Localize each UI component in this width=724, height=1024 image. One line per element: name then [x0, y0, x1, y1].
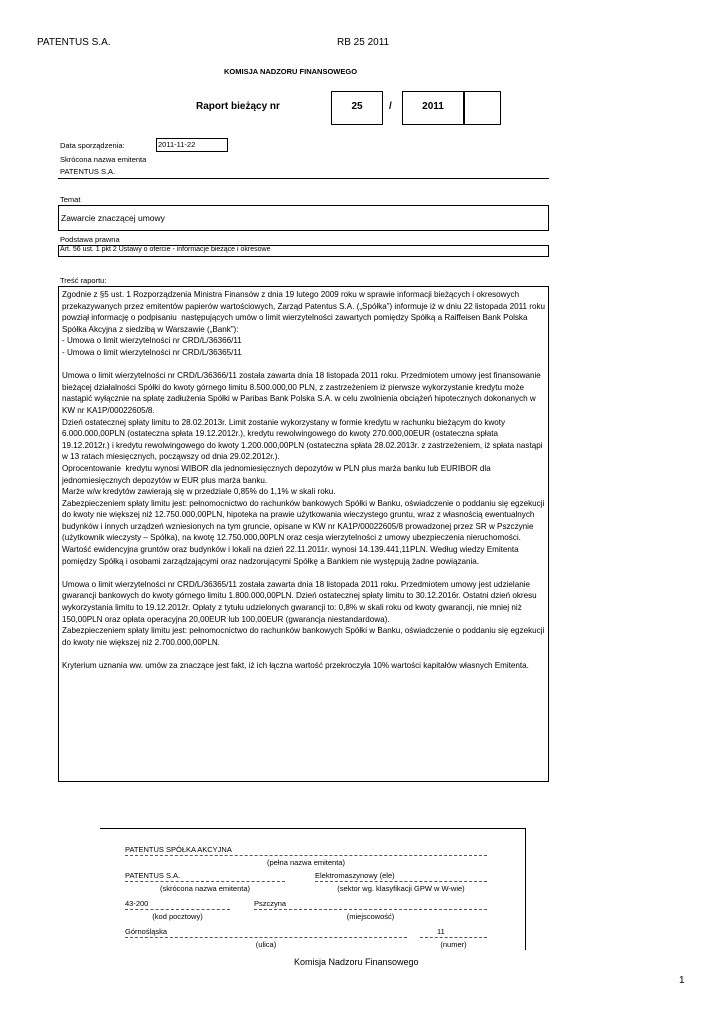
dotted-line: [125, 881, 285, 882]
subject-value: Zawarcie znaczącej umowy: [61, 213, 165, 223]
issuer-right-line: [525, 828, 526, 950]
issuer-top-line: [100, 828, 526, 829]
issuer-short-name-label: (skrócona nazwa emitenta): [159, 884, 251, 893]
content-paragraph: Kryterium uznania ww. umów za znaczące jest fakt, iż ich łączna wartość przekroczyła 10% wartości kapitałów własnych Emitenta.: [62, 661, 529, 670]
report-title: Raport bieżący nr: [196, 101, 280, 112]
issuer-street-label: (ulica): [255, 940, 277, 949]
meta-divider: [58, 178, 549, 179]
report-content: [58, 286, 549, 782]
dotted-line: [125, 855, 487, 856]
issuer-number: 11: [437, 927, 445, 936]
issuer-full-name: PATENTUS SPÓŁKA AKCYJNA: [125, 845, 232, 854]
short-name-value: PATENTUS S.A.: [60, 167, 116, 176]
issuer-city: Pszczyna: [254, 899, 287, 908]
issuer-sector: Elektromaszynowy (ele): [315, 871, 395, 880]
issuer-street: Górnośląska: [125, 927, 168, 936]
report-extra-box: [464, 91, 501, 125]
issuer-number-label: (numer): [440, 940, 467, 949]
content-paragraph: Umowa o limit wierzytelności nr CRD/L/36365/11 została zawarta dnia 18 listopada 2011 roku. Przedmiotem umowy jest udzielanie gwarancji bankowych do kwoty górnego limitu 1.800.000,00PLN. Dzień ostatecznej spłaty limitu to 30.12.2016r. Ostatni dzień okresu wykorzystania limitu to 19.12.2012r. Opłaty z tytułu udzielonych gwarancji to: 0,8% w skali roku od kwoty gwarancji, nie mniej niż 150,00PLN oraz opłata operacyjna 20,00EUR lub 100,00EUR (gwarancja niestandardowa). Zabezpieczeniem spłaty limitu jest: pełnomocnictwo do rachunków bankowych Spółki w Banku, oświadczenie o poddaniu się egzekucji do kwoty nie większej niż 2.700.000,00PLN.: [62, 579, 545, 647]
date-value: 2011-11-22: [158, 140, 196, 149]
footer-authority: Komisja Nadzoru Finansowego: [294, 957, 419, 967]
content-label: Treść raportu:: [60, 276, 107, 285]
content-paragraph: Zgodnie z §5 ust. 1 Rozporządzenia Ministra Finansów z dnia 19 lutego 2009 roku w sprawie informacji bieżących i okresowych przekazywanych przez emitentów papierów wartościowych, Zarząd Patentus S.A. („Spółka”) informuje iż w dniu 22 listopada 2011 roku powziął informację o podpisaniu następujących umów o limit wierzytelności zawartych pomiędzy Spółką a Raiffeisen Bank Polska Spółka Akcyjna z siedzibą w Warszawie („Bank”): - Umowa o limit wierzytelności nr CRD/L/36366/11 - Umowa o limit wierzytelności nr CRD/L/36365/11: [62, 290, 546, 357]
report-separator: /: [389, 101, 392, 112]
date-label: Data sporządzenia:: [60, 141, 125, 150]
issuer-full-name-label: (pełna nazwa emitenta): [267, 858, 345, 867]
dotted-line: [315, 881, 487, 882]
report-number: 25: [351, 101, 363, 112]
page-number: 1: [679, 975, 685, 986]
header-company: PATENTUS S.A.: [37, 37, 111, 48]
content-paragraph: Umowa o limit wierzytelności nr CRD/L/36366/11 została zawarta dnia 18 listopada 2011 roku. Przedmiotem umowy jest finansowanie bieżącej działalności Spółki do kwoty górnego limitu 8.500.000,00 PLN, z zastrzeżeniem iż pierwsze wykorzystanie kredytu może nastąpić wyłącznie na spłatę zadłużenia Spółki w Paribas Bank Polska S.A. w celu zwolnienia obciążeń hipotecznych dokonanych w KW nr KA1P/00022605/8. Dzień ostatecznej spłaty limitu to 28.02.2013r. Limit zostanie wykorzystany w formie kredytu w rachunku bieżącym do kwoty 6.000.000,00PLN (ostateczna spłata 19.12.2012r.), kredytu rewolwingowego do kwoty 270.000,00EUR (ostateczna spłata 19.12.2012r.) i kredytu rewolwingowego do kwoty 1.200.000,00PLN (ostateczna spłata 28.02.2013r. z zastrzeżeniem, iż spłata nastąpi w 13 ratach miesięcznych, począwszy od dnia 29.02.2012r.). Oprocentowanie kredytu wynosi WIBOR dla jednomiesięcznych depozytów w PLN plus marża banku lub EURIBOR dla jednomiesięcznych depozytów w EUR plus marża banku. Marże w/w kredytów zawierają się w przedziale 0,85% do 1,1% w skali roku. Zabezpieczeniem spłaty limitu jest: pełnomocnictwo do rachunków bankowych Spółki w Banku, oświadczenie o poddaniu się egzekucji do kwoty nie większej niż 12.750.000,00PLN, hipoteka na prawie użytkowania wieczystego gruntu, wraz z własnością ewentualnych budynków i innych urządzeń wzniesionych na tym gruncie, opisane w KW nr KA1P/00022605/8 prowadzonej przez SR w Pszczynie (użytkownik wieczysty – Spółka), na kwotę 12.750.000,00PLN oraz cesja wierzytelności z umowy ubezpieczenia nieruchomości. Wartość ewidencyjna gruntów oraz budynków i lokali na dzień 22.11.2011r. wynosi 14.139.441,11PLN. Według wiedzy Emitenta pomiędzy Spółką i osobami zarządzającymi oraz nadzorującymi Spółkę a Bankiem nie występują żadne powiązania.: [62, 371, 545, 566]
header-authority: KOMISJA NADZORU FINANSOWEGO: [224, 67, 358, 76]
report-year: 2011: [422, 101, 444, 112]
issuer-sector-label: (sektor wg. klasyfikacji GPW w W-wie): [337, 884, 465, 893]
dotted-line: [125, 937, 407, 938]
header-report-ref: RB 25 2011: [337, 37, 390, 48]
issuer-postal-code: 43-200: [125, 899, 149, 908]
legal-basis-label: Podstawa prawna: [60, 235, 120, 244]
issuer-postal-label: (kod pocztowy): [152, 912, 203, 921]
dotted-line: [254, 909, 487, 910]
subject-label: Temat: [60, 195, 81, 204]
short-name-label: Skrócona nazwa emitenta: [60, 155, 147, 164]
dotted-line: [420, 937, 487, 938]
issuer-short-name: PATENTUS S.A.: [125, 871, 181, 880]
legal-basis-value: Art. 56 ust. 1 pkt 2 Ustawy o ofercie - informacje bieżące i okresowe: [60, 246, 271, 253]
dotted-line: [125, 909, 230, 910]
issuer-city-label: (miejscowość): [346, 912, 395, 921]
